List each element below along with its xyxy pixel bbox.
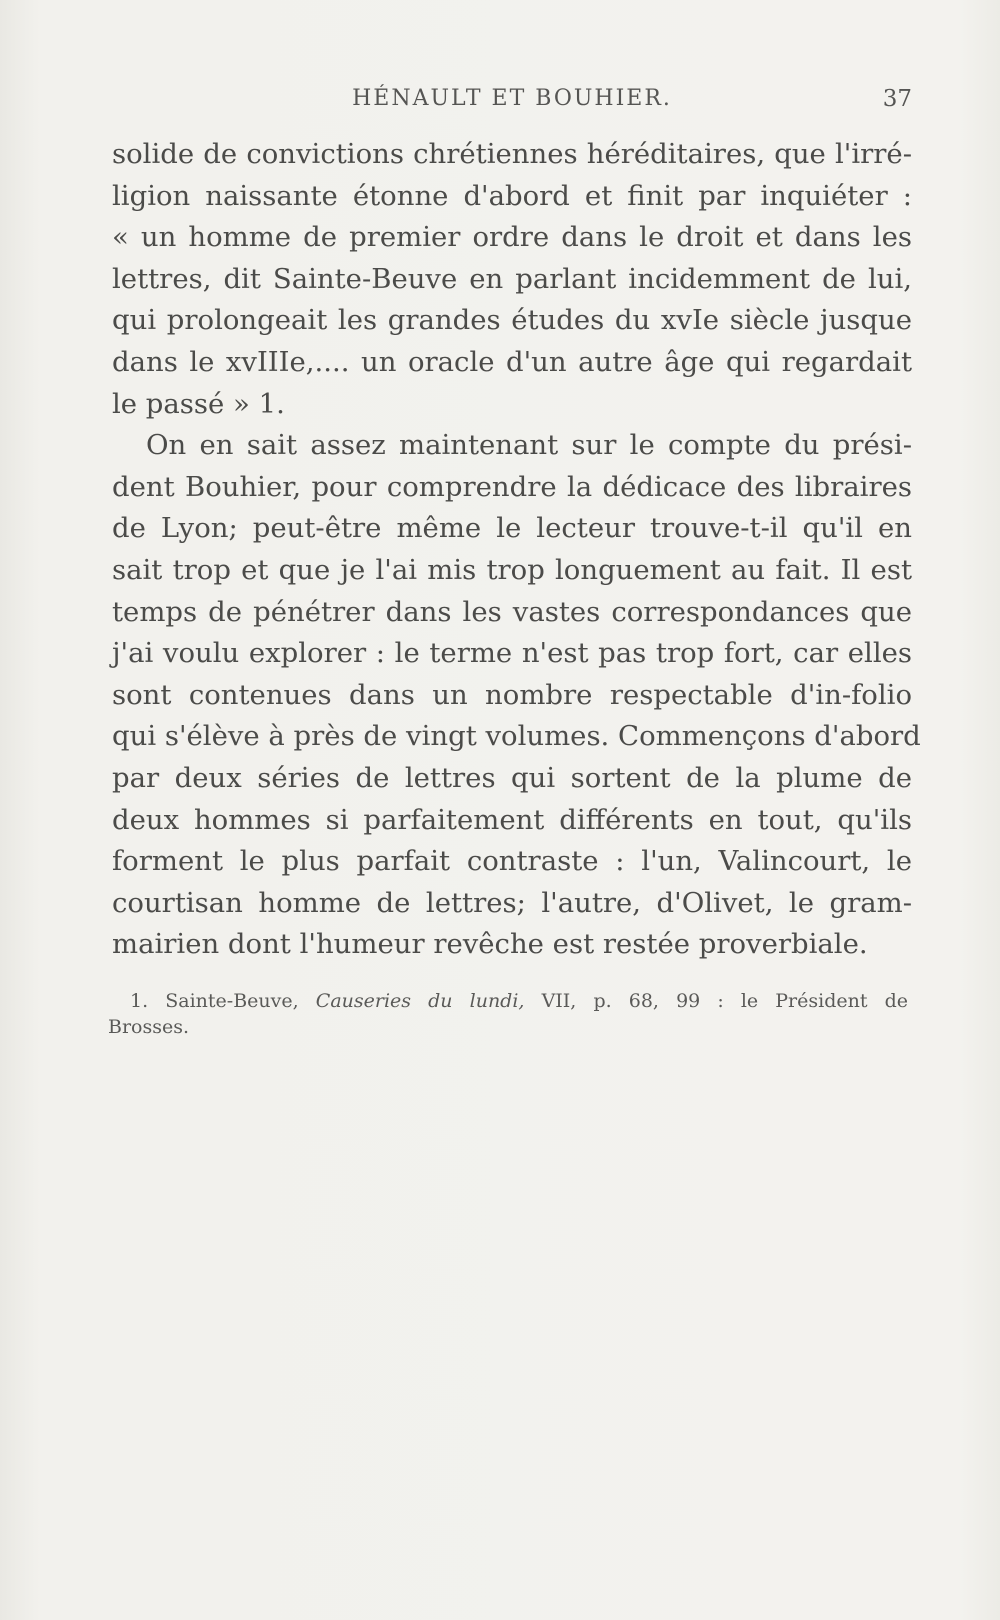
text-line: sont contenues dans un nombre respectable d'in-folio xyxy=(112,678,912,711)
text-line: forment le plus parfait contraste : l'un, Valincourt, le xyxy=(112,845,912,878)
text-line: courtisan homme de lettres; l'autre, d'Olivet, le gram- xyxy=(112,886,912,919)
text-line: sait trop et que je l'ai mis trop longuement au fait. Il est xyxy=(112,553,912,586)
footnote-author: Sainte-Beuve, xyxy=(165,990,299,1012)
footnote-line xyxy=(108,988,908,1014)
text-line: On en sait assez maintenant sur le compte du prési- xyxy=(146,429,912,462)
text-line: de Lyon; peut-être même le lecteur trouve-t-il qu'il en xyxy=(112,512,912,545)
text-line: temps de pénétrer dans les vastes correspondances que xyxy=(112,595,912,628)
text-line: dent Bouhier, pour comprendre la dédicace des libraires xyxy=(112,470,912,503)
text-line: « un homme de premier ordre dans le droit et dans les xyxy=(112,221,912,254)
running-title: HÉNAULT ET BOUHIER. xyxy=(352,86,672,111)
text-line: qui prolongeait les grandes études du xvIe siècle jusque xyxy=(112,304,912,337)
text-line: dans le xvIIIe,.... un oracle d'un autre âge qui regardait xyxy=(112,345,912,378)
footnote-number: 1. xyxy=(130,990,149,1012)
text-line: par deux séries de lettres qui sortent de la plume de xyxy=(112,761,912,794)
footnote xyxy=(108,988,908,1040)
text-line: mairien dont l'humeur revêche est restée proverbiale. xyxy=(112,928,868,961)
text-line: solide de convictions chrétiennes héréditaires, que l'irré- xyxy=(112,138,912,170)
text-line: lettres, dit Sainte-Beuve en parlant incidemment de lui, xyxy=(112,262,912,295)
footnote-work-title: Causeries du lundi, xyxy=(315,990,525,1012)
footnote-reference: VII, p. 68, 99 : le Président de xyxy=(541,990,908,1012)
text-line: ligion naissante étonne d'abord et finit par inquiéter : xyxy=(112,179,912,212)
text-line: le passé » 1. xyxy=(112,387,285,420)
page-number: 37 xyxy=(882,86,912,112)
text-line: j'ai voulu explorer : le terme n'est pas trop fort, car elles xyxy=(112,637,912,670)
text-line: deux hommes si parfaitement différents en tout, qu'ils xyxy=(112,803,912,836)
running-header xyxy=(112,86,912,120)
footnote-line: Brosses. xyxy=(108,1016,190,1038)
text-line: qui s'élève à près de vingt volumes. Commençons d'abord xyxy=(112,720,921,753)
body-text xyxy=(112,134,921,966)
